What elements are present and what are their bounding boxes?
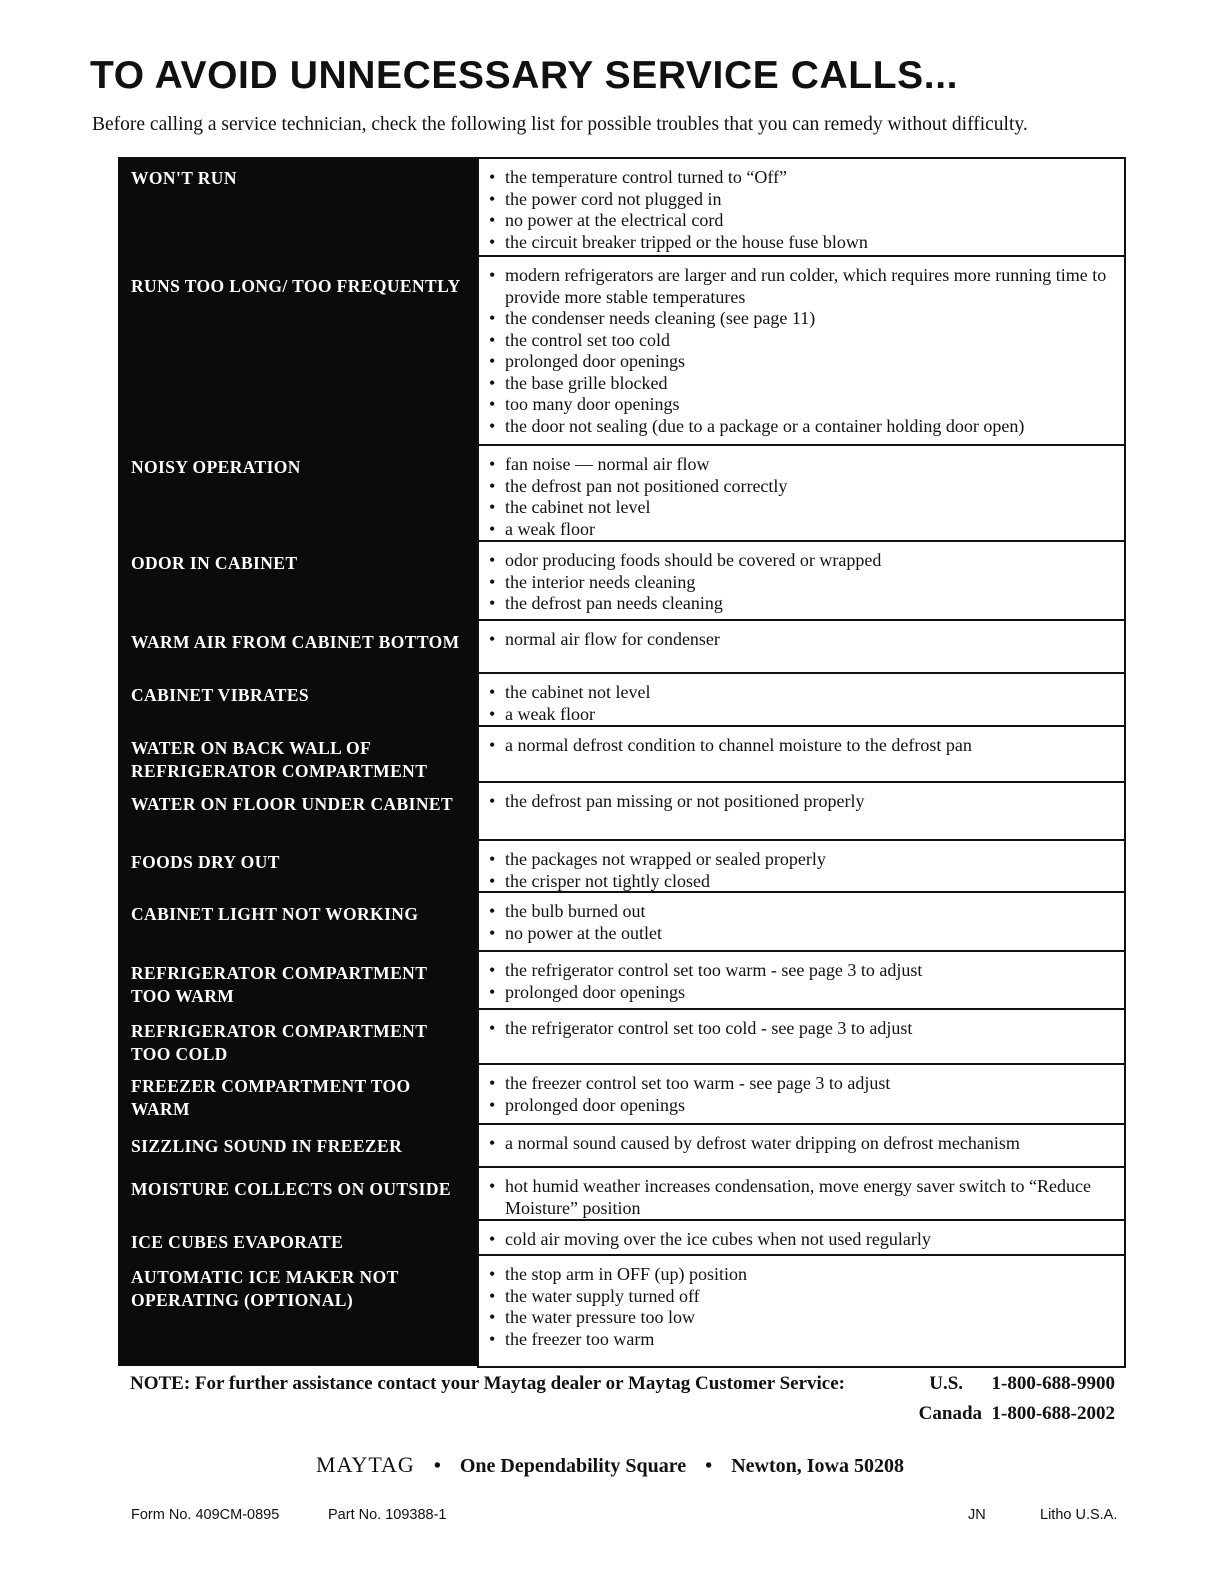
causes-list bbox=[477, 727, 1126, 783]
problem-label: WARM AIR FROM CABINET BOTTOM bbox=[131, 632, 460, 652]
causes-list bbox=[477, 257, 1126, 446]
problem-label: RUNS TOO LONG/ TOO FREQUENTLY bbox=[131, 276, 461, 296]
causes-list bbox=[477, 1065, 1126, 1125]
causes-list bbox=[477, 446, 1126, 542]
form-number: Form No. 409CM-0895 bbox=[131, 1507, 280, 1523]
causes-list bbox=[477, 1125, 1126, 1168]
causes-list bbox=[477, 159, 1126, 257]
cause-item: • the defrost pan needs cleaning bbox=[487, 593, 1114, 615]
problem-label: AUTOMATIC ICE MAKER NOT OPERATING (OPTIONAL) bbox=[131, 1267, 399, 1310]
problem-label: NOISY OPERATION bbox=[131, 457, 301, 477]
trouble-row bbox=[118, 621, 1126, 674]
problem-label: REFRIGERATOR COMPARTMENT TOO COLD bbox=[131, 1021, 427, 1064]
problem-label: FOODS DRY OUT bbox=[131, 852, 280, 872]
assistance-note bbox=[130, 1367, 1115, 1424]
causes-list bbox=[477, 1256, 1126, 1368]
initials: JN bbox=[968, 1507, 986, 1523]
trouble-row bbox=[118, 727, 1126, 783]
problem-label: CABINET LIGHT NOT WORKING bbox=[131, 904, 419, 924]
problem-label: ICE CUBES EVAPORATE bbox=[131, 1232, 344, 1252]
cause-item: • the refrigerator control set too warm - see page 3 to adjust bbox=[487, 960, 1114, 982]
trouble-row bbox=[118, 257, 1126, 446]
trouble-row bbox=[118, 1065, 1126, 1125]
trouble-row bbox=[118, 783, 1126, 841]
causes-list bbox=[477, 542, 1126, 621]
cause-item: • prolonged door openings bbox=[487, 1095, 1114, 1117]
cause-item: • the refrigerator control set too cold - see page 3 to adjust bbox=[487, 1018, 1114, 1040]
page-title: TO AVOID UNNECESSARY SERVICE CALLS... bbox=[90, 54, 959, 97]
trouble-row bbox=[118, 1221, 1126, 1256]
trouble-row bbox=[118, 952, 1126, 1010]
trouble-row bbox=[118, 893, 1126, 952]
cause-item: • no power at the outlet bbox=[487, 923, 1114, 945]
trouble-row bbox=[118, 1256, 1126, 1368]
cause-item: • no power at the electrical cord bbox=[487, 210, 1114, 232]
cause-item: • the condenser needs cleaning (see page 11) bbox=[487, 308, 1114, 330]
cause-item: • the freezer too warm bbox=[487, 1329, 1114, 1351]
cause-item: • the water pressure too low bbox=[487, 1307, 1114, 1329]
causes-list bbox=[477, 674, 1126, 727]
us-phone: U.S. 1-800-688-9900 bbox=[929, 1373, 1115, 1394]
cause-item: • too many door openings bbox=[487, 394, 1114, 416]
trouble-row bbox=[118, 446, 1126, 542]
cause-item: • the control set too cold bbox=[487, 330, 1114, 352]
cause-item: • the power cord not plugged in bbox=[487, 189, 1114, 211]
cause-item: • the cabinet not level bbox=[487, 682, 1114, 704]
separator-2: • bbox=[705, 1455, 713, 1477]
part-number: Part No. 109388-1 bbox=[328, 1507, 447, 1523]
causes-list bbox=[477, 1010, 1126, 1065]
cause-item: • a normal sound caused by defrost water dripping on defrost mechanism bbox=[487, 1133, 1114, 1155]
problem-label: WATER ON BACK WALL OF REFRIGERATOR COMPARTMENT bbox=[131, 738, 428, 781]
trouble-row bbox=[118, 542, 1126, 621]
cause-item: • a weak floor bbox=[487, 704, 1114, 726]
causes-list bbox=[477, 841, 1126, 893]
troubleshooting-table bbox=[118, 157, 1126, 1366]
trouble-row bbox=[118, 1010, 1126, 1065]
trouble-row bbox=[118, 1168, 1126, 1221]
cause-item: • normal air flow for condenser bbox=[487, 629, 1114, 651]
intro-text: Before calling a service technician, check the following list for possible troubles that you can remedy without difficulty. bbox=[92, 114, 1028, 135]
cause-item: • a weak floor bbox=[487, 519, 1114, 541]
cause-item: • the defrost pan missing or not positioned properly bbox=[487, 791, 1114, 813]
cause-item: • the water supply turned off bbox=[487, 1286, 1114, 1308]
trouble-row bbox=[118, 841, 1126, 893]
problem-label: SIZZLING SOUND IN FREEZER bbox=[131, 1136, 403, 1156]
problem-label: REFRIGERATOR COMPARTMENT TOO WARM bbox=[131, 963, 427, 1006]
problem-label: CABINET VIBRATES bbox=[131, 685, 310, 705]
cause-item: • a normal defrost condition to channel moisture to the defrost pan bbox=[487, 735, 1114, 757]
footer-address bbox=[0, 1450, 1220, 1481]
separator-1: • bbox=[433, 1455, 441, 1477]
causes-list bbox=[477, 1168, 1126, 1221]
cause-item: • the freezer control set too warm - see page 3 to adjust bbox=[487, 1073, 1114, 1095]
litho-label: Litho U.S.A. bbox=[1040, 1507, 1118, 1523]
address-line-1: One Dependability Square bbox=[459, 1455, 687, 1477]
cause-item: • prolonged door openings bbox=[487, 351, 1114, 373]
problem-label: ODOR IN CABINET bbox=[131, 553, 298, 573]
causes-list bbox=[477, 621, 1126, 674]
causes-list bbox=[477, 1221, 1126, 1256]
problem-label: FREEZER COMPARTMENT TOO WARM bbox=[131, 1076, 411, 1119]
trouble-row bbox=[118, 1125, 1126, 1168]
cause-item: • the packages not wrapped or sealed properly bbox=[487, 849, 1114, 871]
cause-item: • the cabinet not level bbox=[487, 497, 1114, 519]
note-text: NOTE: For further assistance contact your Maytag dealer or Maytag Customer Service: bbox=[130, 1373, 846, 1394]
problem-label: MOISTURE COLLECTS ON OUTSIDE bbox=[131, 1179, 451, 1199]
cause-item: • the temperature control turned to “Off” bbox=[487, 167, 1114, 189]
cause-item: • prolonged door openings bbox=[487, 982, 1114, 1004]
cause-item: • the base grille blocked bbox=[487, 373, 1114, 395]
trouble-row bbox=[118, 159, 1126, 257]
problem-label: WATER ON FLOOR UNDER CABINET bbox=[131, 794, 454, 814]
brand-name: MAYTAG bbox=[316, 1452, 415, 1477]
cause-item: • modern refrigerators are larger and run colder, which requires more running time to provide more stable temperatures bbox=[487, 265, 1114, 308]
cause-item: • fan noise — normal air flow bbox=[487, 454, 1114, 476]
cause-item: • hot humid weather increases condensation, move energy saver switch to “Reduce Moisture” position bbox=[487, 1176, 1114, 1219]
trouble-row bbox=[118, 674, 1126, 727]
cause-item: • the crisper not tightly closed bbox=[487, 871, 1114, 893]
cause-item: • the bulb burned out bbox=[487, 901, 1114, 923]
cause-item: • the door not sealing (due to a package or a container holding door open) bbox=[487, 416, 1114, 438]
address-line-2: Newton, Iowa 50208 bbox=[731, 1455, 904, 1477]
problem-label: WON'T RUN bbox=[131, 168, 237, 188]
causes-list bbox=[477, 952, 1126, 1010]
canada-phone: Canada 1-800-688-2002 bbox=[918, 1403, 1115, 1424]
cause-item: • the interior needs cleaning bbox=[487, 572, 1114, 594]
cause-item: • the circuit breaker tripped or the house fuse blown bbox=[487, 232, 1114, 254]
cause-item: • the stop arm in OFF (up) position bbox=[487, 1264, 1114, 1286]
cause-item: • the defrost pan not positioned correctly bbox=[487, 476, 1114, 498]
causes-list bbox=[477, 783, 1126, 841]
cause-item: • odor producing foods should be covered or wrapped bbox=[487, 550, 1114, 572]
causes-list bbox=[477, 893, 1126, 952]
cause-item: • cold air moving over the ice cubes when not used regularly bbox=[487, 1229, 1114, 1251]
